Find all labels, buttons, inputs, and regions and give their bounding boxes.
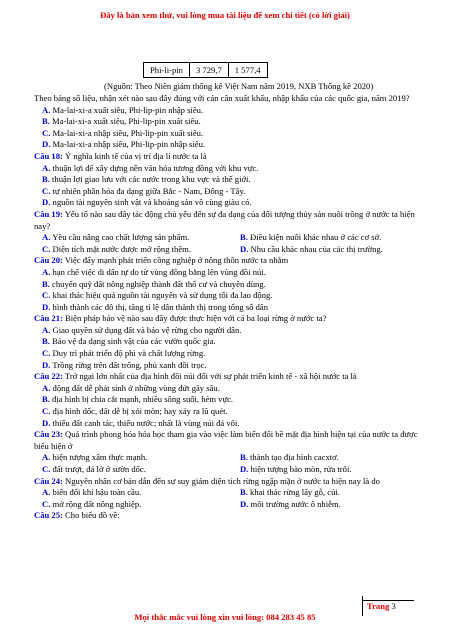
q19-options-row-2 (34, 244, 424, 256)
question-24: Câu 24: Nguyên nhân cơ bản dẫn đến sự suy giảm diện tích rừng ngập mặn ở nước ta hiện nay là do (34, 475, 380, 486)
q21-option-a: A. Giao quyền sử dụng đất và bảo vệ rừng cho người dân. (42, 324, 242, 335)
q20-option-a: A. hạn chế việc di dân tự do từ vùng đồng bằng lên vùng đồi núi. (42, 266, 266, 277)
q20-option-b: B. chuyển quỹ đất nông nghiệp thành đất thổ cư và chuyên dùng. (42, 278, 266, 289)
q22-option-b: B. địa hình bị chia cắt mạnh, nhiều sông suối, hẻm vực. (42, 394, 234, 405)
q19-option-b: B. Điều kiện nuôi khác nhau ở các cơ sở. (240, 232, 382, 243)
q23-option-a: A. hiện tượng xâm thực mạnh. (42, 452, 148, 463)
q20-option-c: C. khai thác hiệu quả nguồn tài nguyên và sử dụng tối đa lao động. (42, 290, 273, 301)
q20-option-d: D. hình thành các đô thị, tăng tỉ lệ dân thành thị trong tổng số dân (42, 301, 269, 312)
q18-option-c: C. tự nhiên phân hóa đa dạng giữa Bắc - Nam, Đông - Tây. (42, 185, 246, 196)
q24-option-b: B. khai thác rừng lấy gỗ, củi. (240, 487, 340, 498)
table-cell-country: Phi-li-pin (144, 63, 190, 78)
table-cell-import: 1 577,4 (228, 63, 267, 78)
q24-option-c: C. mở rộng đất nông nghiệp. (42, 498, 142, 509)
table-row (144, 63, 268, 78)
q23-options-row-1 (34, 452, 424, 464)
q22-option-c: C. địa hình dốc, đất dễ bị xói mòn; hay xảy ra lũ quét. (42, 406, 228, 417)
question-21: Câu 21: Biện pháp bảo vệ nào sau đây được thực hiện với cả ba loại rừng ở nước ta? (34, 313, 327, 324)
q17-option-d: D. Ma-lai-xi-a nhập siêu, Phi-lip-pin nhập siêu. (42, 139, 206, 150)
q23-option-c: C. đất trượt, đá lở ở sườn dốc. (42, 464, 146, 474)
data-table-fragment (143, 62, 268, 78)
table-cell-export: 3 729,7 (189, 63, 228, 78)
q19-option-c: C. Diện tích mặt nước được mở rộng thêm. (42, 243, 191, 254)
q24-options-row-1 (34, 487, 424, 499)
q17-option-b: B. Ma-lai-xi-a xuất siêu, Phi-lip-pin xuất siêu. (42, 116, 201, 127)
q17-option-c: C. Ma-lai-xi-a nhập siêu, Phi-lip-pin xuất siêu. (42, 127, 204, 138)
question-list (34, 93, 424, 522)
table-source: (Nguồn: Theo Niên giám thống kê Việt Nam năm 2019, NXB Thống kê 2020) (104, 81, 374, 91)
preview-banner: Đây là bản xem thử, vui lòng mua tài liệu để xem chi tiết (có lời giải) (100, 10, 350, 20)
q24-options-row-2 (34, 499, 424, 511)
q22-option-d: D. thiếu đất canh tác, thiếu nước; nhất là vùng núi đá vôi. (42, 417, 240, 428)
q18-option-d: D. nguồn tài nguyên sinh vật và khoáng sản vô cùng giàu có. (42, 197, 252, 208)
q24-option-a: A. biến đổi khí hậu toàn cầu. (42, 487, 142, 498)
q21-option-b: B. Bảo vệ đa dạng sinh vật của các vườn quốc gia. (42, 336, 216, 347)
q18-option-b: B. thuận lợi giao lưu với các nước trong khu vực và thế giới. (42, 174, 251, 185)
q19-option-a: A. Yêu cầu nâng cao chất lượng sản phẩm. (42, 232, 190, 243)
question-18: Câu 18: Ý nghĩa kinh tế của vị trí địa lí nước ta là (34, 150, 207, 161)
q24-option-d: D. môi trường nước ô nhiễm. (240, 498, 341, 509)
q23-option-d: D. hiện tượng bào mòn, rửa trôi. (240, 464, 352, 474)
question-19: Câu 19: Yếu tố nào sau đây tác động chủ yếu đến sự đa dạng của đối tượng thủy sản nuôi trồng ở nước ta hiện nay? (34, 208, 415, 231)
question-17-stem: Theo bảng số liệu, nhận xét nào sau đây đúng với cán cân xuất khẩu, nhập khẩu của các quốc gia, năm 2019? (34, 93, 410, 103)
q21-option-c: C. Duy trì phát triển độ phì và chất lượng rừng. (42, 348, 206, 359)
question-25: Câu 25: Cho biểu đồ về: (34, 510, 120, 521)
q23-option-b: B. thành tạo địa hình cacxtơ. (240, 452, 339, 463)
page-number: Trang 3 (362, 596, 396, 616)
q17-option-a: A. Ma-lai-xi-a xuất siêu, Phi-lip-pin nhập siêu. (42, 104, 204, 115)
q22-option-a: A. động đất dễ phát sinh ở những vùng đứt gãy sâu. (42, 382, 220, 393)
question-23: Câu 23: Quá trình phong hóa hóa học tham gia vào việc làm biến đổi bề mặt địa hình hiện tại của nước ta được biểu hiện ở (34, 429, 418, 451)
q21-option-d: D. Trồng rừng trên đất trống, phủ xanh đồi trọc. (42, 359, 207, 370)
q23-options-row-2 (34, 464, 424, 476)
question-20: Câu 20: Việc đẩy mạnh phát triển công nghiệp ở nông thôn nước ta nhằm (34, 255, 289, 266)
q19-options-row-1 (34, 232, 424, 244)
q18-option-a: A. thuận lợi để xây dựng nền văn hóa tương đồng với khu vực. (42, 162, 259, 173)
question-22: Câu 22: Trở ngại lớn nhất của địa hình đồi núi đối với sự phát triển kinh tế - xã hội nước ta là (34, 371, 357, 382)
q19-option-d: D. Nhu cầu khác nhau của các thị trường. (240, 243, 383, 254)
footer-contact: Mọi thắc mắc vui lòng xin vui lòng: 084 283 45 85 (134, 612, 316, 622)
